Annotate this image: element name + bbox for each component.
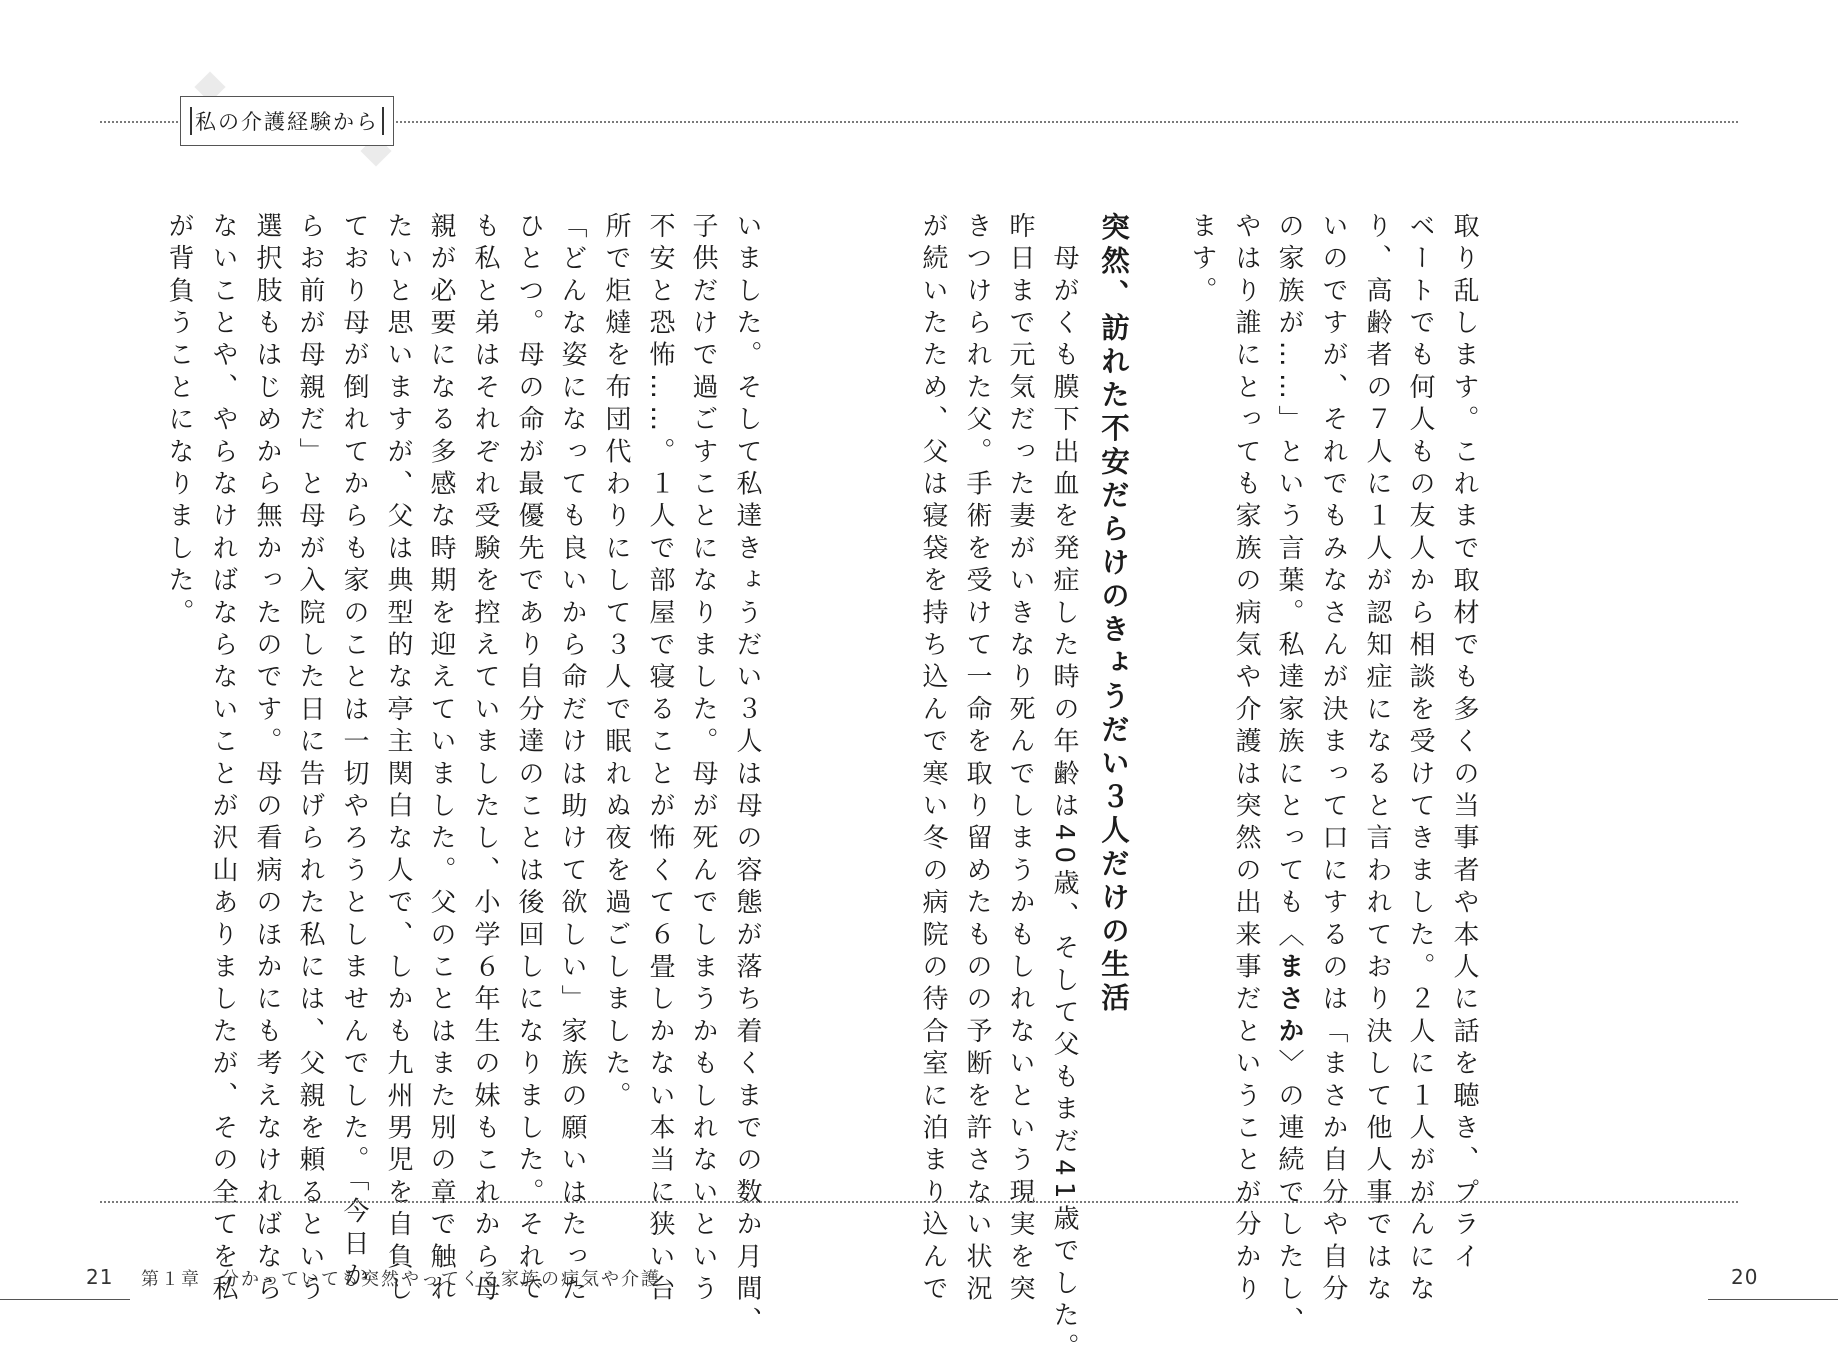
body-column: ないことや、やらなければならないことが沢山ありましたが、その全てを私	[208, 212, 238, 1307]
body-column: 所で炬燵を布団代わりにして３人で眠れぬ夜を過ごしました。	[601, 212, 631, 1114]
body-column: たいと思いますが、父は典型的な亭主関白な人で、しかも九州男児を自負し	[383, 212, 413, 1307]
body-text: の家族が……」という言葉。私達家族にとっても〈	[1274, 212, 1304, 953]
body-column: 親が必要になる多感な時期を迎えていました。父のことはまた別の章で触れ	[426, 212, 456, 1307]
section-header-box	[180, 96, 394, 146]
body-column: も私と弟はそれぞれ受験を控えていましたし、小学６年生の妹もこれから母	[470, 212, 500, 1307]
body-column: ベートでも何人もの友人から相談を受けてきました。２人に１人ががんにな	[1405, 212, 1435, 1307]
page-number-left: 21	[86, 1265, 114, 1289]
body-text: 〉の連続でしたし、	[1274, 1049, 1304, 1340]
emphasis-text: まさか	[1274, 952, 1304, 1050]
body-column	[1266, 212, 1310, 1339]
body-column: ひとつ。母の命が最優先であり自分達のことは後回しになりました。それで	[514, 212, 544, 1307]
body-column: が背負うことになりました。	[164, 212, 194, 631]
body-column: 選択肢もはじめから無かったのです。母の看病のほかにも考えなければなら	[252, 212, 282, 1307]
section-heading: 突然、訪れた不安だらけのきょうだい３人だけの生活	[1097, 212, 1130, 1016]
body-column: いのですが、それでもみなさんが決まって口にするのは「まさか自分や自分	[1318, 212, 1348, 1307]
running-head: 第１章 分かっていても突然やってくる家族の病気や介護	[141, 1269, 661, 1290]
page-number-right: 20	[1731, 1265, 1759, 1289]
body-column: 母がくも膜下出血を発症した時の年齢は40歳、そして父もまだ41歳でした。	[1049, 212, 1079, 1366]
body-column: らお前が母親だ」と母が入院した日に告げられた私には、父親を頼るという	[295, 212, 325, 1307]
bottom-dotted-rule	[100, 1201, 1738, 1203]
section-header-label: 私の介護経験から	[195, 110, 379, 134]
body-column: 昨日まで元気だった妻がいきなり死んでしまうかもしれないという現実を突	[1005, 212, 1035, 1307]
body-column: きつけられた父。手術を受けて一命を取り留めたものの予断を許さない状況	[962, 212, 992, 1307]
body-column: やはり誰にとっても家族の病気や介護は突然の出来事だということが分かり	[1231, 212, 1261, 1307]
footer-rule-left	[0, 1299, 130, 1300]
body-column: いました。そして私達きょうだい３人は母の容態が落ち着くまでの数か月間、	[732, 212, 762, 1339]
body-column: 不安と恐怖……。１人で部屋で寝ることが怖くて６畳しかない本当に狭い台	[645, 212, 675, 1307]
body-column: り、高齢者の７人に１人が認知症になると言われており決して他人事ではな	[1362, 212, 1392, 1307]
body-column: ており母が倒れてからも家のことは一切やろうとしませんでした。「今日か	[339, 212, 369, 1294]
body-column: 取り乱します。これまで取材でも多くの当事者や本人に話を聴き、プライ	[1449, 212, 1479, 1275]
body-column: ます。	[1187, 212, 1217, 309]
body-column: が続いたため、父は寝袋を持ち込んで寒い冬の病院の待合室に泊まり込んで	[918, 212, 948, 1307]
body-column: 「どんな姿になっても良いから命だけは助けて欲しい」家族の願いはたった	[557, 212, 587, 1307]
footer-rule-right	[1708, 1299, 1838, 1300]
body-column: 子供だけで過ごすことになりました。母が死んでしまうかもしれないという	[688, 212, 718, 1307]
